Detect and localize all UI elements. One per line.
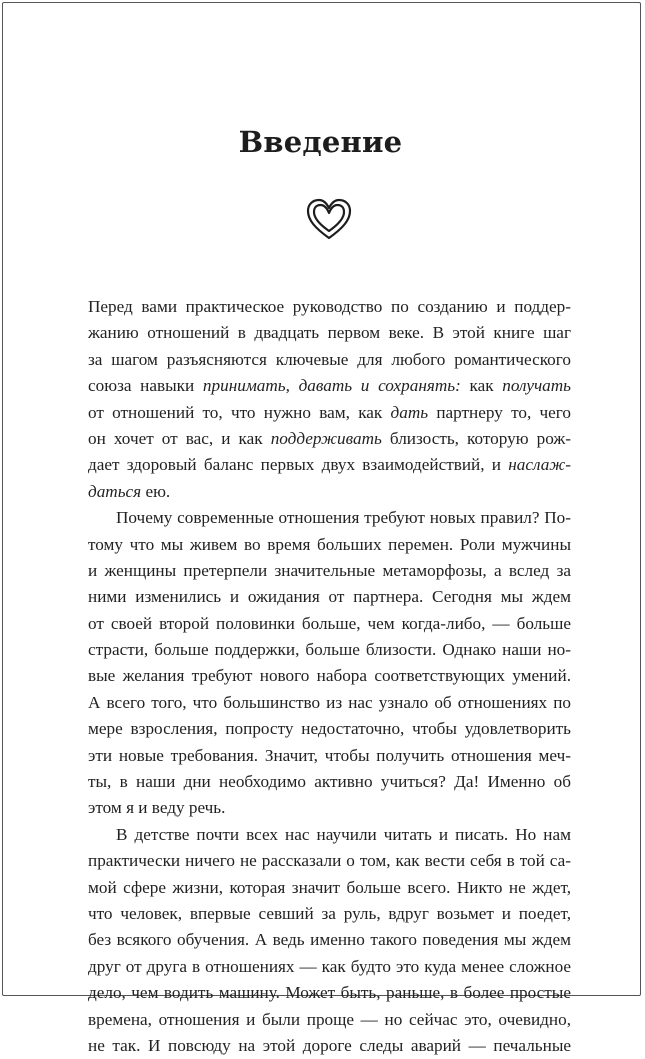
text-line: В детстве почти всех нас научили читать и писать. Но нам xyxy=(116,824,571,844)
text-line: Перед вами практическое руководство по созданию и поддер- xyxy=(88,297,571,316)
text-line: даться ею. xyxy=(88,481,171,501)
text-line: без всякого обучения. А ведь именно такого поведения мы ждем xyxy=(88,930,571,950)
italic-emphasis: поддерживать xyxy=(270,428,382,448)
text-line: союза навыки принимать, давать и сохранять: как получать xyxy=(88,376,571,396)
text-line: Почему современные отношения требуют новых правил? По- xyxy=(116,508,571,528)
text-line: ты, в наши дни необходимо активно учиться? Да! Именно об xyxy=(88,772,571,792)
italic-emphasis: дать xyxy=(390,402,429,422)
text-line: А всего того, что большинство из нас узнало об отношениях по xyxy=(88,692,571,712)
text-line: дело, чем водить машину. Может быть, раньше, в более простые xyxy=(88,983,571,1003)
chapter-title: Введение xyxy=(238,125,403,159)
text-line: мере взросления, попросту недостаточно, чтобы удовлетворить xyxy=(88,719,571,739)
text-line: от своей второй половинки больше, чем когда-либо, — больше xyxy=(88,613,571,633)
italic-emphasis: наслаж- xyxy=(508,455,571,475)
text-line: от отношений то, что нужно вам, как дать партнеру то, чего xyxy=(88,402,572,422)
text-line: этом я и веду речь. xyxy=(88,798,226,818)
italic-emphasis: даться xyxy=(88,481,142,501)
text-line: страсти, больше поддержки, больше близости. Однако наши но- xyxy=(88,640,571,660)
text-line: друг от друга в отношениях — как будто это куда менее сложное xyxy=(88,956,571,976)
italic-emphasis: принимать, давать и сохранять: xyxy=(202,376,461,396)
text-line: и женщины претерпели значительные метаморфозы, а вслед за xyxy=(88,560,571,580)
text-line: практически ничего не рассказали о том, как вести себя в той са- xyxy=(88,851,571,871)
heart-ornament-icon xyxy=(305,196,353,242)
text-line: не так. И повсюду на этой дороге следы аварий — печальные xyxy=(88,1035,571,1055)
paragraph xyxy=(88,822,571,1059)
paragraph xyxy=(88,294,571,505)
text-line: жанию отношений в двадцать первом веке. В этой книге шаг xyxy=(88,323,571,343)
body-text xyxy=(88,294,571,1059)
text-line: тому что мы живем во время больших перемен. Роли мужчины xyxy=(88,534,571,554)
text-line: что человек, впервые севший за руль, вдруг возьмет и поедет, xyxy=(88,903,571,923)
text-line: дает здоровый баланс первых двух взаимодействий, и наслаж- xyxy=(88,455,571,475)
italic-emphasis: получать xyxy=(502,376,571,396)
text-line: за шагом разъясняются ключевые для любого романтического xyxy=(88,349,571,369)
text-line: он хочет от вас, и как поддерживать близость, которую рож- xyxy=(88,428,571,448)
text-line: вые желания требуют нового набора соответствующих умений. xyxy=(88,666,571,686)
text-line: эти новые требования. Значит, чтобы получить отношения меч- xyxy=(88,745,571,765)
text-line: мой сфере жизни, которая значит больше всего. Никто не ждет, xyxy=(88,877,571,897)
paragraph xyxy=(88,505,571,822)
text-line: ними изменились и ожидания от партнера. Сегодня мы ждем xyxy=(88,587,571,607)
text-line: времена, отношения и были проще — но сейчас это, очевидно, xyxy=(88,1009,571,1029)
